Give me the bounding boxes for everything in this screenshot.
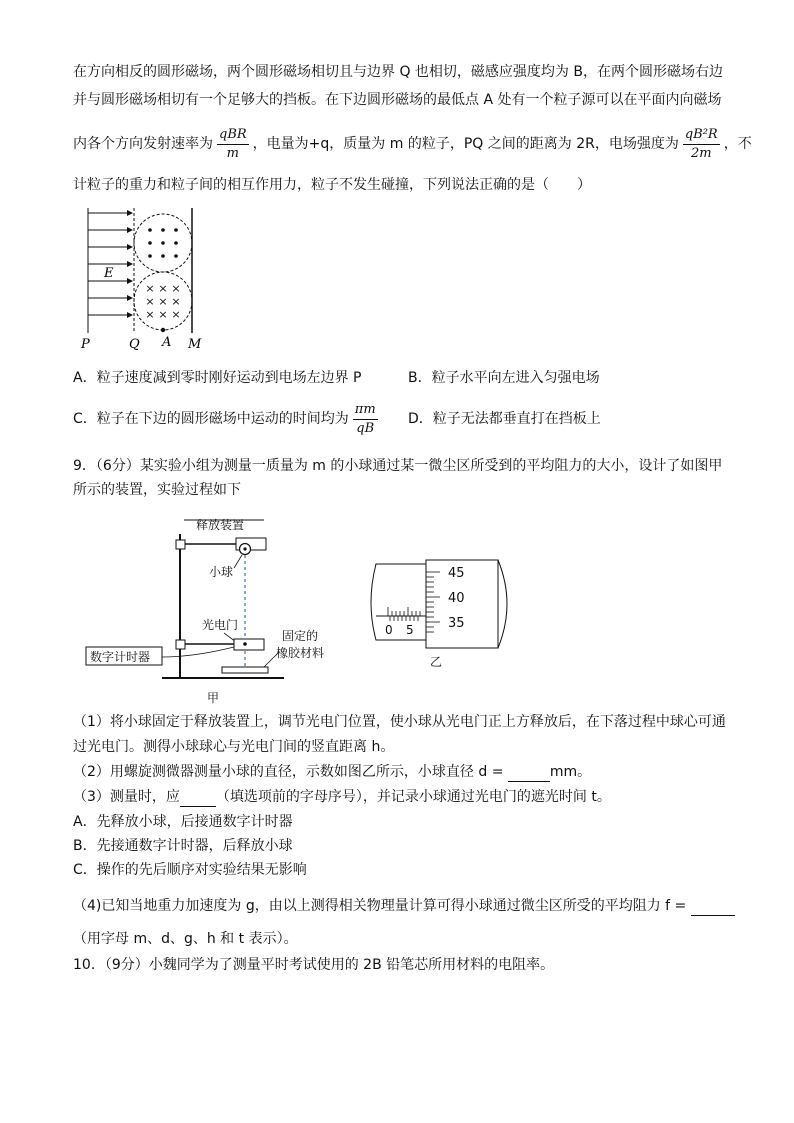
rubber-label-2: 橡胶材料 [276, 646, 325, 660]
q9-step-2-unit: mm。 [549, 764, 592, 780]
yi-caption: 乙 [430, 655, 443, 669]
svg-text:×: × [158, 308, 168, 321]
q9-step-1b: 过光电门。测得小球球心与光电门间的竖直距离 h。 [73, 739, 395, 755]
micrometer-sleeve [371, 564, 426, 640]
q9-step-4b: （用字母 m、d、g、h 和 t 表示）。 [73, 931, 298, 947]
svg-text:×: × [158, 282, 168, 295]
q9-option-a: A．先释放小球，后接通数字计时器 [73, 814, 293, 830]
q9-step-3-text: （3）测量时，应 [73, 789, 180, 805]
q10-intro: 10．（9分）小魏同学为了测量平时考试使用的 2B 铅笔芯所用材料的电阻率。 [73, 957, 555, 973]
timer-cable [162, 647, 234, 657]
q8-option-c-text: C．粒子在下边的圆形磁场中运动的时间均为 [73, 411, 349, 427]
magnetic-field-figure [74, 205, 214, 355]
q9-step-4 [73, 896, 735, 916]
q9-step-3 [73, 787, 611, 807]
time-denominator: qB [356, 420, 375, 436]
ball-label: 小球 [209, 565, 234, 579]
release-label: 释放装置 [196, 518, 245, 532]
thimble-label-35: 35 [448, 616, 465, 631]
q8-option-a: A．粒子速度减到零时刚好运动到电场左边界 P [73, 370, 362, 386]
q9-intro-1: 9．（6分）某实验小组为测量一质量为 m 的小球通过某一微尘区所受到的平均阻力的大小，设计了如图甲 [73, 458, 723, 474]
field-denominator: 2m [690, 145, 712, 161]
label-m: M [188, 337, 202, 352]
thimble-label-40: 40 [448, 591, 465, 606]
scale-label-0: 0 [385, 623, 393, 637]
rubber-material [222, 667, 268, 673]
label-a: A [162, 335, 172, 350]
time-numerator: πm [353, 401, 378, 420]
svg-text:×: × [145, 308, 155, 321]
q8-line-3c: ，不 [723, 136, 752, 152]
photogate [234, 639, 264, 650]
q8-option-c [73, 399, 382, 439]
svg-text:×: × [145, 282, 155, 295]
apparatus-figure-jia [84, 512, 344, 708]
q9-step-2-text: （2）用螺旋测微器测量小球的直径，示数如图乙所示，小球直径 d = [73, 764, 504, 780]
field-fraction [683, 126, 720, 163]
q9-step-1a: （1）将小球固定于释放装置上，调节光电门位置，使小球从光电门正上方释放后，在下落过程中球心可通 [73, 714, 726, 730]
q9-step-2 [73, 762, 591, 782]
electric-field-arrows [88, 213, 132, 315]
micrometer-figure-yi [366, 558, 516, 670]
diameter-answer-blank[interactable] [508, 766, 550, 782]
order-answer-blank[interactable] [180, 791, 216, 807]
label-q: Q [129, 337, 140, 352]
resistance-answer-blank[interactable] [691, 900, 735, 916]
q8-line-4: 计粒子的重力和粒子间的相互作用力，粒子不发生碰撞，下列说法正确的是（ ） [73, 177, 591, 193]
svg-text:×: × [171, 282, 181, 295]
q9-step-4-text: （4)已知当地重力加速度为 g，由以上测得相关物理量计算可得小球通过微尘区所受的平均阻力 f = [73, 898, 687, 914]
q8-line-1: 在方向相反的圆形磁场，两个圆形磁场相切且与边界 Q 也相切，磁感应强度均为 B，在两个圆形磁场右边 [73, 64, 723, 80]
lower-clamp [176, 640, 185, 649]
q8-option-b: B．粒子水平向左进入匀强电场 [408, 370, 600, 386]
svg-text:×: × [145, 295, 155, 308]
particle-source-a [161, 328, 165, 332]
scale-label-5: 5 [406, 623, 414, 637]
time-fraction [353, 401, 378, 438]
svg-text:×: × [171, 308, 181, 321]
q8-option-d: D．粒子无法都垂直打在挡板上 [408, 411, 601, 427]
jia-caption: 甲 [207, 691, 220, 705]
speed-fraction [217, 126, 249, 163]
thimble-label-45: 45 [448, 566, 465, 581]
timer-label: 数字计时器 [90, 650, 151, 664]
gate-label: 光电门 [202, 618, 239, 632]
upper-clamp [176, 540, 185, 549]
speed-numerator: qBR [217, 126, 249, 145]
q9-intro-2: 所示的装置，实验过程如下 [73, 482, 241, 498]
q8-line-3b: ，电量为+q，质量为 m 的粒子，PQ 之间的距离为 2R，电场强度为 [252, 136, 679, 152]
label-p: P [81, 337, 90, 352]
q9-option-b: B．先接通数字计时器，后释放小球 [73, 838, 293, 854]
q8-line-3 [73, 124, 752, 164]
field-numerator: qB²R [683, 126, 720, 145]
svg-text:×: × [171, 295, 181, 308]
q8-line-3a: 内各个方向发射速率为 [73, 136, 213, 152]
svg-text:×: × [158, 295, 168, 308]
upper-field-dots [148, 228, 178, 258]
lower-field-crosses [145, 282, 180, 321]
e-label: E [104, 266, 114, 281]
q9-option-c: C．操作的先后顺序对实验结果无影响 [73, 862, 307, 878]
q9-step-3-rest: （填选项前的字母序号），并记录小球通过光电门的遮光时间 t。 [215, 789, 611, 805]
rubber-label-1: 固定的 [282, 629, 319, 643]
q8-line-2: 并与圆形磁场相切有一个足够大的挡板。在下边圆形磁场的最低点 A 处有一个粒子源可以在平面内向磁场 [73, 92, 722, 108]
speed-denominator: m [226, 145, 239, 161]
